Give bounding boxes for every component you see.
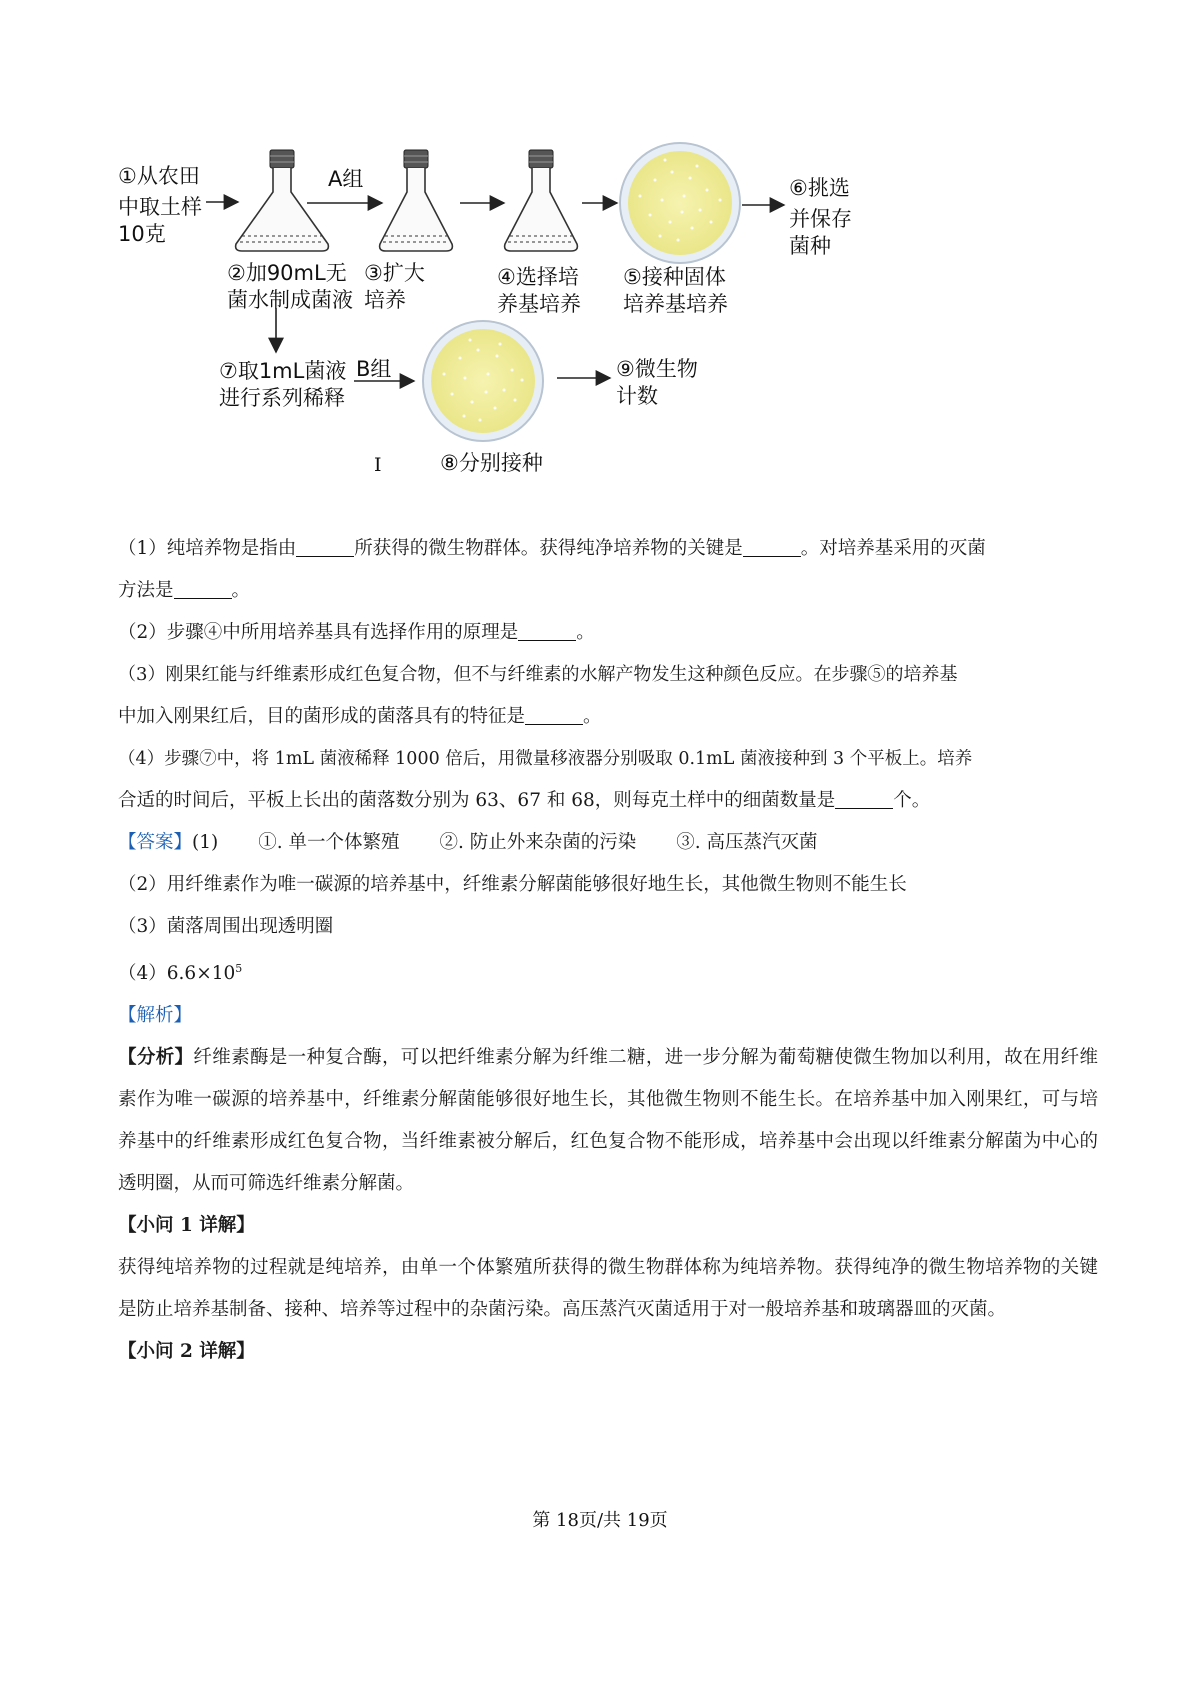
step5-label: ⑤接种固体 培养基培养 (623, 265, 728, 316)
petri-dish-icon (620, 143, 740, 263)
question-body (118, 528, 1098, 1373)
subquestion-1-text: 获得纯培养物的过程就是纯培养，由单一个体繁殖所获得的微生物群体称为纯培养物。获得纯净的微生物培养物的关键是防止培养基制备、接种、培养等过程中的杂菌污染。高压蒸汽灭菌适用于对一般培养基和玻璃器皿的灭菌。 (118, 1257, 1098, 1321)
answer-blank (518, 622, 576, 642)
roman-numeral-label: I (374, 454, 382, 476)
step3-label: ③扩大 培养 (364, 261, 425, 312)
question-2: （2）步骤④中所用培养基具有选择作用的原理是 。 (118, 622, 595, 643)
petri-dish-icon (423, 321, 543, 441)
answer-3: （3）菌落周围出现透明圈 (118, 916, 334, 937)
question-4-cont: 合适的时间后，平板上长出的菌落数分别为 63、67 和 68，则每克土样中的细菌数量是 个。 (118, 790, 931, 811)
experiment-flow-diagram (0, 0, 1200, 530)
subquestion-1-title: 【小问 1 详解】 (118, 1215, 255, 1237)
flask-icon (380, 150, 453, 251)
step7-label: ⑦取1mL菌液 进行系列稀释 (219, 359, 347, 410)
question-3-cont: 中加入刚果红后，目的菌形成的菌落具有的特征是 。 (118, 706, 602, 727)
group-a-label: A组 (328, 167, 364, 191)
question-4: （4）步骤⑦中，将 1mL 菌液稀释 1000 倍后，用微量移液器分别吸取 0.1mL 菌液接种到 3 个平板上。培养 (118, 749, 973, 769)
flask-icon (505, 150, 578, 251)
page-number: 第 18页/共 19页 (532, 1510, 668, 1531)
group-b-label: B组 (356, 357, 392, 381)
question-1: （1）纯培养物是指由 所获得的微生物群体。获得纯净培养物的关键是 。对培养基采用的灭菌 (118, 538, 986, 559)
answer-blank (743, 538, 801, 558)
step2-label: ②加90mL无 菌水制成菌液 (227, 261, 353, 312)
answer-1: 【答案】(1) ①. 单一个体繁殖 ②. 防止外来杂菌的污染 ③. 高压蒸汽灭菌 (118, 832, 818, 853)
answer-4: $(4)6.6\times 10^5$ (118, 962, 243, 985)
step8-label: ⑧分别接种 (440, 451, 543, 475)
question-1-cont: 方法是 。 (118, 580, 251, 601)
flask-icon (236, 150, 329, 251)
answer-blank (525, 706, 583, 726)
answer-blank (296, 538, 354, 558)
analysis-heading (118, 995, 1098, 1037)
step6-label: ⑥挑选 并保存 菌种 (789, 176, 852, 258)
answer-blank (174, 580, 232, 600)
subquestion-2-title: 【小问 2 详解】 (118, 1341, 255, 1363)
step4-label: ④选择培 养基培养 (497, 265, 581, 316)
question-3: （3）刚果红能与纤维素形成红色复合物，但不与纤维素的水解产物发生这种颜色反应。在步骤⑤的培养基 (118, 664, 958, 685)
answer-tag: 【答案】 (118, 832, 193, 853)
analysis-tag: 【解析】 (118, 1005, 193, 1027)
answer-blank (835, 790, 893, 810)
step9-label: ⑨微生物 计数 (616, 357, 698, 408)
step1-label: ①从农田 中取土样 10克 (118, 164, 202, 246)
analysis-summary: 【分析】纤维素酶是一种复合酶，可以把纤维素分解为纤维二糖，进一步分解为葡萄糖使微生物加以利用，故在用纤维素作为唯一碳源的培养基中，纤维素分解菌能够很好地生长，其他微生物则不能生长。在培养基中加入刚果红，可与培养基中的纤维素形成红色复合物，当纤维素被分解后，红色复合物不能形成，培养基中会出现以纤维素分解菌为中心的透明圈，从而可筛选纤维素分解菌。 (118, 1047, 1098, 1195)
answer-2: （2）用纤维素作为唯一碳源的培养基中，纤维素分解菌能够很好地生长，其他微生物则不能生长 (118, 874, 907, 895)
flow-graphics (0, 0, 1200, 530)
